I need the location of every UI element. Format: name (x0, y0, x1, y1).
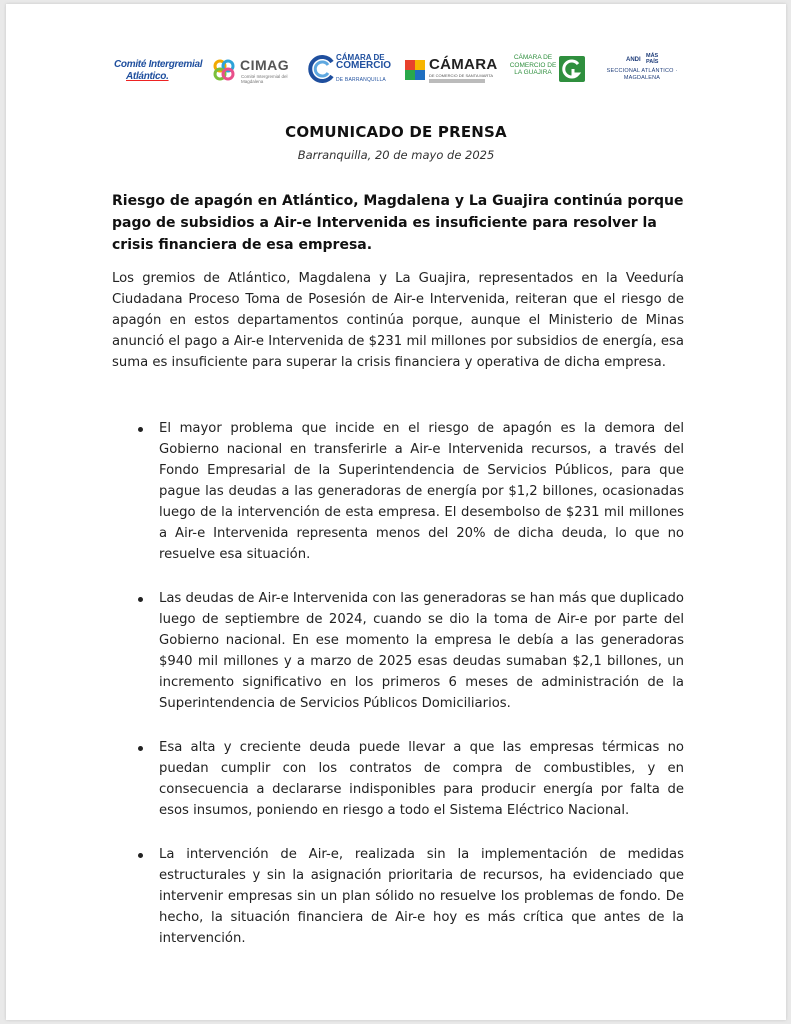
cimag-subtitle: Comité Intergremial del Magdalena (241, 74, 288, 84)
bullet-text: La intervención de Air-e, realizada sin la implementación de medidas estructurales y sin la asignación prioritaria de recursos, ha evidenciado que intervenir empresas sin un plan sólido no resuelve los problemas de fondo. De hecho, la situación financiera de Air-e hoy es más crítica que antes de la intervención. (159, 847, 684, 946)
bullet-item (112, 588, 684, 714)
cimag-name: CIMAG (240, 57, 290, 73)
camara-barranquilla-line2: COMERCIO (336, 60, 391, 71)
camara-barranquilla-logo (306, 50, 394, 94)
bullet-item (112, 737, 684, 821)
bullet-item (112, 418, 684, 565)
camara-santa-marta-bar (429, 79, 485, 83)
document-page (6, 4, 786, 1020)
document-title: COMUNICADO DE PRENSA (285, 123, 507, 141)
lead-paragraph: Los gremios de Atlántico, Magdalena y La Guajira, representados en la Veeduría Ciudadana Proceso Toma de Posesión de Air-e Intervenida, reiteran que el riesgo de apagón en estos departamentos continúa porque, aunque el Ministerio de Minas anunció el pago a Air-e Intervenida de $231 mil millones por subsidios de energía, esa suma es insuficiente para superar la crisis financiera y operativa de dicha empresa. (112, 271, 684, 370)
bullet-dot-icon (138, 597, 143, 602)
camara-barranquilla-emblem-icon (306, 54, 336, 84)
camara-guajira-logo (506, 50, 590, 94)
document-dateline: Barranquilla, 20 de mayo de 2025 (297, 148, 495, 162)
camara-santa-marta-name: CÁMARA (429, 56, 498, 73)
press-headline: Riesgo de apagón en Atlántico, Magdalena y La Guajira continúa porque pago de subsidios a Air-e Intervenida es insuficiente para resolver la crisis financiera de esa empresa. (112, 193, 684, 253)
camara-guajira-name: CÁMARA DE COMERCIO DE LA GUAJIRA (509, 54, 557, 76)
andi-seccional-logo (604, 50, 680, 94)
camara-barranquilla-line1: CÁMARA DE (336, 53, 385, 62)
camara-santa-marta-logo (403, 50, 498, 94)
cimag-emblem-icon (212, 58, 236, 82)
camara-guajira-emblem-icon (559, 56, 585, 82)
camara-santa-marta-square-icon (415, 70, 425, 80)
camara-barranquilla-name (336, 54, 391, 70)
camara-santa-marta-subtitle: DE COMERCIO DE SANTA MARTA (429, 73, 494, 78)
bullet-dot-icon (138, 427, 143, 432)
comite-intergremial-logo (114, 50, 203, 94)
bullet-dot-icon (138, 746, 143, 751)
bullet-dot-icon (138, 853, 143, 858)
cimag-logo (212, 50, 292, 94)
bullet-item (112, 844, 684, 949)
partner-logos (6, 50, 786, 94)
bullet-text: El mayor problema que incide en el riesgo de apagón es la demora del Gobierno nacional en transferirle a Air-e Intervenida recursos, a través del Fondo Empresarial de la Superintendencia de Servicios Públicos, para que pague las deudas a las generadoras de energía por $1,2 billones, ocasionadas luego de la intervención de esta empresa. El desembolso de $231 mil millones a Air-e Intervenida representa menos del 20% de dicha deuda, lo que no resuelve esa situación. (159, 421, 684, 562)
camara-santa-marta-square-icon (415, 60, 425, 70)
comite-logo-line2: Atlántico. (126, 71, 169, 82)
bullet-text: Esa alta y creciente deuda puede llevar a que las empresas térmicas no puedan cumplir con los contratos de compra de combustibles, y en consecuencia a declararse indisponibles para producir energía por falta de esos insumos, poniendo en riesgo a todo el Sistema Eléctrico Nacional. (159, 740, 684, 818)
bullet-list (112, 418, 684, 949)
mas-pais-wordmark: MÁS PAÍS (646, 53, 659, 65)
comite-logo-line1: Comité Intergremial (114, 59, 203, 70)
bullet-text: Las deudas de Air-e Intervenida con las generadoras se han más que duplicado luego de septiembre de 2024, cuando se dio la toma de Air-e por parte del Gobierno nacional. En ese momento la empresa le debía a las generadoras $940 mil millones y a marzo de 2025 esas deudas sumaban $2,1 billones, un incremento significativo en los primeros 6 meses de administración de la Superintendencia de Servicios Públicos Domiciliarios. (159, 591, 684, 711)
andi-wordmark: ANDI (626, 57, 641, 63)
camara-santa-marta-square-icon (405, 70, 415, 80)
camara-santa-marta-square-icon (405, 60, 415, 70)
camara-barranquilla-city: DE BARRANQUILLA (336, 77, 386, 83)
andi-seccional-text: SECCIONAL ATLÁNTICO · MAGDALENA (606, 68, 678, 81)
